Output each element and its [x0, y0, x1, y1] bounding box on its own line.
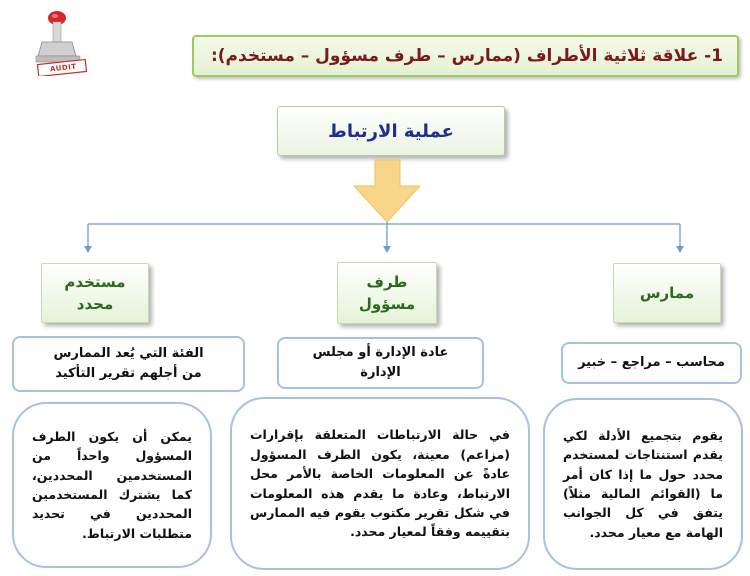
stamp-label: AUDIT	[49, 62, 77, 74]
header-responsible-party-label: طرف مسؤول	[358, 272, 416, 313]
header-intended-user	[41, 263, 149, 323]
description-intended-user-text: يمكن أن يكون الطرف المسؤول واحداً من المستخدمين المحددين، كما يشترك المستخدمين المحددين في تحديد متطلبات الارتباط.	[32, 428, 192, 541]
role-practitioner-text: محاسب – مراجع – خبير	[578, 354, 725, 370]
header-practitioner-label: ممارس	[639, 283, 695, 302]
role-practitioner	[561, 342, 742, 384]
header-responsible-party	[337, 262, 437, 324]
header-intended-user-label: مستخدم محدد	[64, 272, 126, 313]
description-practitioner-text: يقوم بتجميع الأدلة لكي يقدم استنتاجات لمستخدم محدد حول ما إذا كان أمر ما (القوائم المالية مثلاً) يتفق في كل الجوانب الهامة مع معيار محدد.	[563, 427, 723, 540]
arrowhead-middle	[383, 246, 391, 253]
arrowhead-left	[84, 246, 92, 253]
center-node-label: عملية الارتباط	[328, 120, 454, 142]
role-responsible-party-text: عادة الإدارة أو مجلس الإدارة	[312, 344, 449, 380]
header-practitioner	[613, 263, 721, 323]
description-responsible-party-text: في حالة الارتباطات المتعلقة بإقرارات (مزاعم) معينة، يكون الطرف المسؤول عادةً عن المعلومات الخاصة بالأمر محل الارتباط، وعادة ما يقدم هذه المعلومات في شكل تقرير مكتوب يقوم فيه الممارس بتقييمه وفقاً لمعيار محدد.	[250, 427, 510, 540]
role-intended-user-text: الفئة التي يُعد الممارس من أجلهم تقرير التأكيد	[53, 345, 204, 381]
description-responsible-party	[230, 397, 530, 570]
arrowhead-right	[676, 246, 684, 253]
down-arrow-icon	[354, 160, 420, 222]
description-intended-user	[12, 402, 212, 568]
role-responsible-party	[277, 337, 484, 389]
page-title-text: 1- علاقة ثلاثية الأطراف (ممارس – طرف مسؤول – مستخدم):	[210, 46, 723, 66]
role-intended-user	[12, 336, 245, 392]
description-practitioner	[543, 398, 743, 570]
